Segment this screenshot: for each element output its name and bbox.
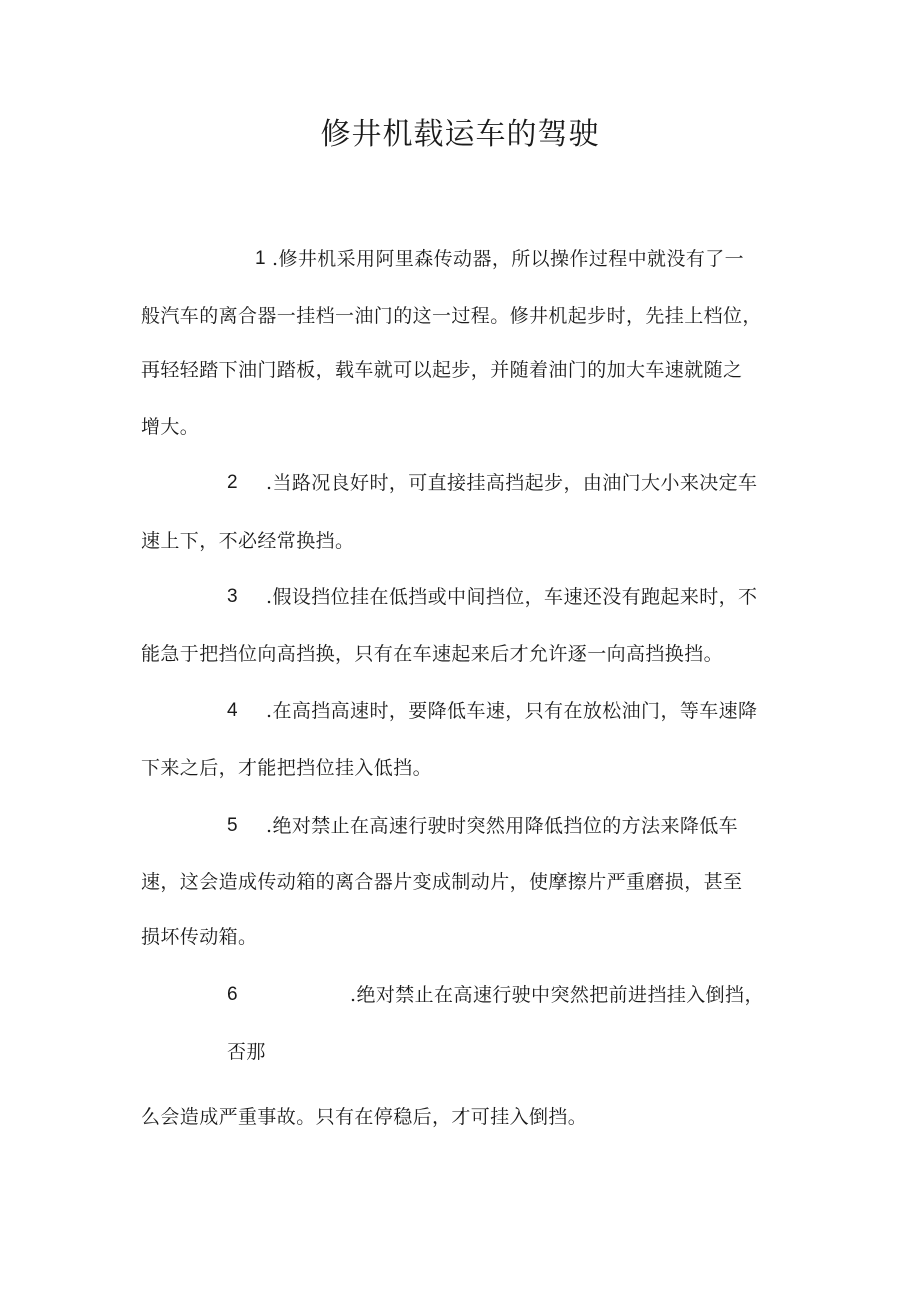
item-5-line-1: .绝对禁止在高速行驶时突然用降低挡位的方法来降低车 <box>266 815 739 837</box>
item-1-line-4: 增大。 <box>141 416 200 438</box>
item-1-line-1: .修井机采用阿里森传动器，所以操作过程中就没有了一 <box>272 248 745 270</box>
item-6-line-2: 否那 <box>227 1041 266 1063</box>
item-2-number: 2 <box>227 472 238 493</box>
item-1-line-3: 再轻轻踏下油门踏板，载车就可以起步，并随着油门的加大车速就随之 <box>141 359 743 381</box>
item-1-line-2: 般汽车的离合器一挂档一油门的这一过程。修井机起步时，先挂上档位， <box>141 305 762 327</box>
item-3-line-1: .假设挡位挂在低挡或中间挡位，车速还没有跑起来时，不 <box>266 586 758 608</box>
document-title: 修井机载运车的驾驶 <box>320 117 600 152</box>
item-6-number: 6 <box>227 984 238 1005</box>
item-3-number: 3 <box>227 586 238 607</box>
item-2-line-2: 速上下，不必经常换挡。 <box>141 530 355 552</box>
item-5-line-3: 损坏传动箱。 <box>141 926 258 948</box>
item-6-line-3: 么会造成严重事故。只有在停稳后，才可挂入倒挡。 <box>141 1106 588 1128</box>
item-5-number: 5 <box>227 815 238 836</box>
item-4-number: 4 <box>227 700 238 721</box>
item-4-line-1: .在高挡高速时，要降低车速，只有在放松油门，等车速降 <box>266 700 758 722</box>
item-5-line-2: 速，这会造成传动箱的离合器片变成制动片，使摩擦片严重磨损，甚至 <box>141 871 743 893</box>
item-3-line-2: 能急于把挡位向高挡换，只有在车速起来后才允许逐一向高挡换挡。 <box>141 643 724 665</box>
item-6-line-1: .绝对禁止在高速行驶中突然把前进挡挂入倒挡， <box>350 984 764 1006</box>
item-4-line-2: 下来之后，才能把挡位挂入低挡。 <box>141 757 433 779</box>
item-1-number: 1 <box>255 248 266 269</box>
item-2-line-1: .当路况良好时，可直接挂高挡起步，由油门大小来决定车 <box>266 472 758 494</box>
